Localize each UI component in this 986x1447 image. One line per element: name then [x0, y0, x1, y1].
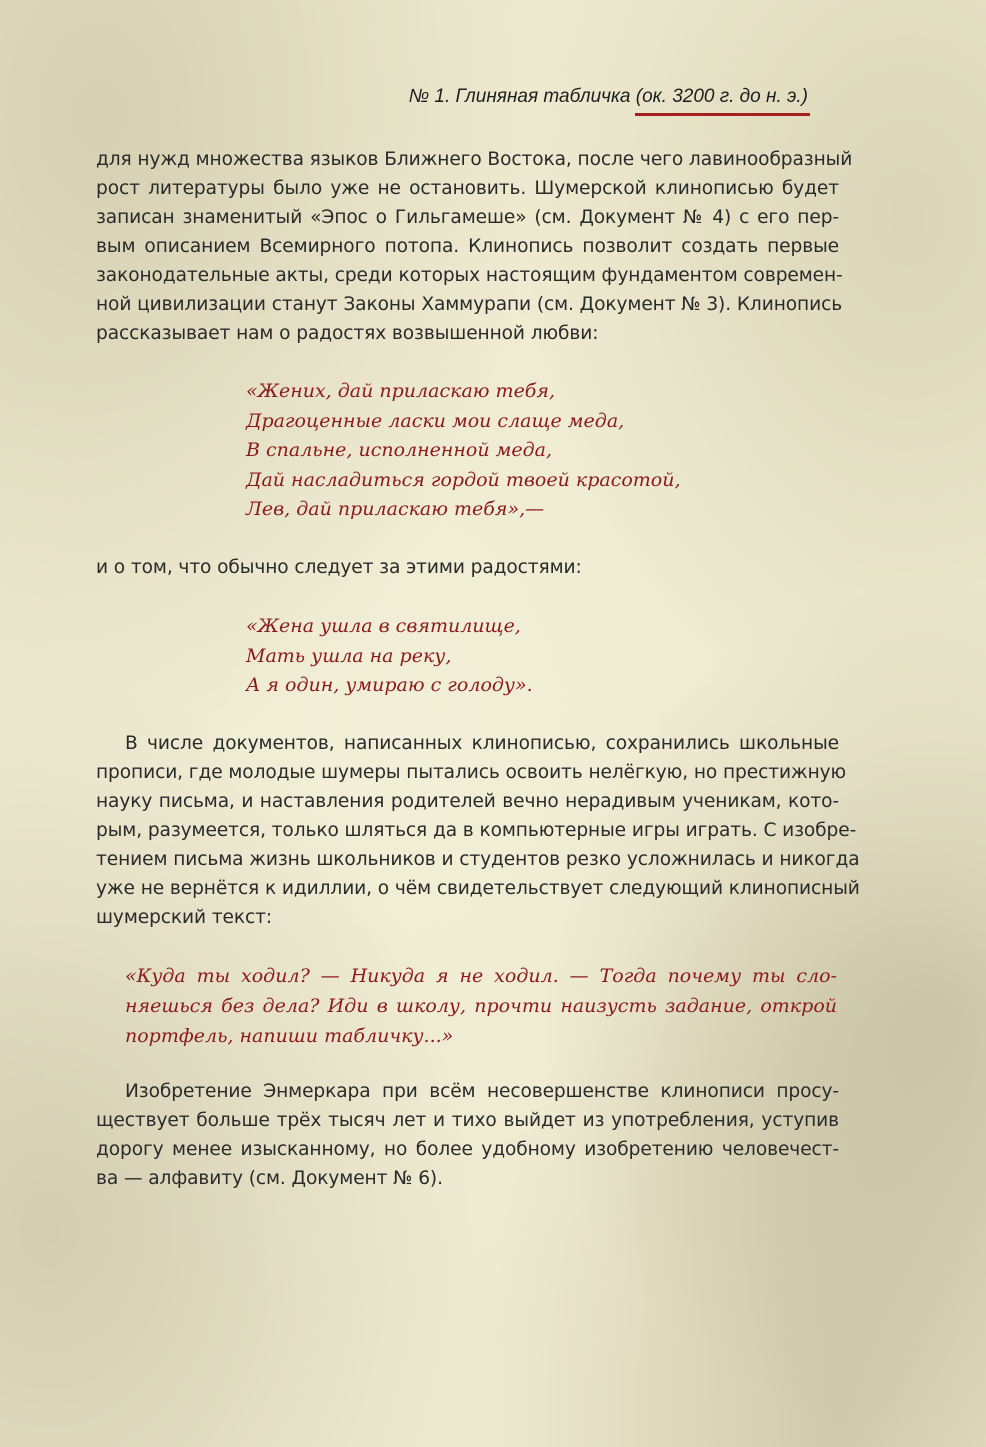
- text-line: науку письма, и наставления родителей вечно нерадивым ученикам, кото-: [96, 791, 839, 812]
- text-line: вым описанием Всемирного потопа. Клинопись позволит создать первые: [96, 236, 839, 257]
- verse-line: «Жена ушла в святилище,: [246, 615, 521, 637]
- verse-line: А я один, умираю с голоду».: [246, 674, 533, 696]
- verse-quote-2: [246, 612, 533, 701]
- text-line: дорогу менее изысканному, но более удобному изобретению человечест-: [96, 1139, 839, 1160]
- text-line: записан знаменитый «Эпос о Гильгамеше» (см. Документ № 4) с его пер-: [96, 207, 839, 228]
- text-line: В числе документов, написанных клинописью, сохранились школьные: [125, 733, 839, 754]
- paragraph-3: [96, 729, 860, 932]
- verse-line: Мать ушла на реку,: [246, 644, 452, 667]
- verse-quote-1: [246, 377, 681, 525]
- text-line: рым, разумеется, только шляться да в компьютерные игры играть. С изобре-: [96, 820, 857, 841]
- text-line: тением письма жизнь школьников и студентов резко усложнилась и никогда: [96, 849, 860, 870]
- paragraph-4: [96, 1077, 839, 1193]
- text-line: уже не вернётся к идиллии, о чём свидетельствует следующий клинописный: [96, 878, 860, 899]
- text-line: Изобретение Энмеркара при всём несовершенстве клинописи просу-: [125, 1081, 839, 1102]
- quote-line: няешься без дела? Иди в школу, прочти наизусть задание, открой: [125, 995, 837, 1017]
- text-line: законодательные акты, среди которых настоящим фундаментом современ-: [96, 265, 843, 286]
- verse-line: Драгоценные ласки мои слаще меда,: [246, 409, 625, 432]
- quote-line: портфель, напиши табличку...»: [125, 1025, 454, 1047]
- verse-line: В спальне, исполненной меда,: [246, 439, 553, 461]
- text-line: ной цивилизации станут Законы Хаммурапи (см. Документ № 3). Клинопись: [96, 294, 843, 315]
- prose-quote-3: [125, 961, 837, 1051]
- paragraph-1: [96, 145, 853, 348]
- running-header-title: № 1. Глиняная табличка (ок. 3200 г. до н. э.): [408, 86, 808, 107]
- verse-line: Лев, дай приласкаю тебя»,—: [246, 498, 545, 520]
- text-line: шумерский текст:: [96, 907, 273, 928]
- text-line: рассказывает нам о радостях возвышенной любви:: [96, 323, 599, 344]
- verse-line: «Жених, дай приласкаю тебя,: [246, 380, 556, 402]
- paragraph-2: [96, 553, 839, 582]
- text-line: для нужд множества языков Ближнего Востока, после чего лавинообразный: [96, 149, 853, 170]
- text-line: и о том, что обычно следует за этими радостями:: [96, 557, 582, 578]
- text-line: прописи, где молодые шумеры пытались освоить нелёгкую, но престижную: [96, 762, 847, 783]
- text-line: ва — алфавиту (см. Документ № 6).: [96, 1168, 443, 1189]
- text-line: ществует больше трёх тысяч лет и тихо выйдет из употребления, уступив: [96, 1110, 839, 1131]
- header-underline-rule: [635, 113, 810, 116]
- verse-line: Дай насладиться гордой твоей красотой,: [246, 468, 681, 491]
- quote-line: «Куда ты ходил? — Никуда я не ходил. — Тогда почему ты сло-: [125, 965, 837, 987]
- text-line: рост литературы было уже не остановить. Шумерской клинописью будет: [96, 178, 839, 199]
- running-header: [409, 86, 808, 108]
